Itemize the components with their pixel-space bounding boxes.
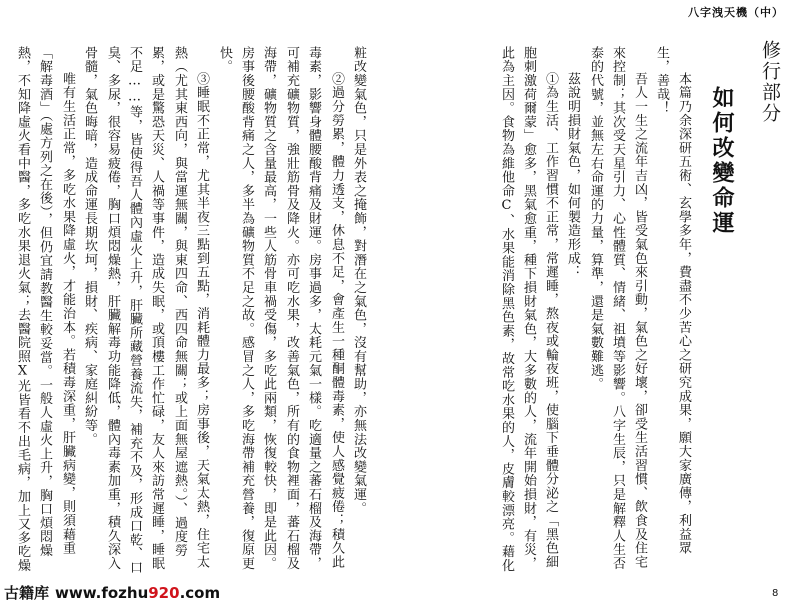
text-column: 來控制；其次受天星引力、心性體質、情緒、祖墳等影響。八字生辰，只是解釋人生否 [610,46,625,571]
text-column: 粧改變氣色，只是外表之掩飾，對潛在之氣色，沒有幫助，亦無法改變氣運。 [351,46,366,516]
text-column: 茲說明損財氣色，如何製造形成： [565,72,580,279]
text-column: ③睡眠不正常，尤其半夜三點到五點，消耗體力最多；房事後，天氣太熱，住宅太 [194,72,209,569]
text-column: 此為主因。食物為維他命C、水果能消除黑色素，故常吃水果的人，皮膚較漂亮。藉化 [499,46,514,573]
text-column: 骨髓，氣色晦暗，造成命運長期坎坷，損財、疾病、家庭糾紛等。 [82,46,97,447]
chapter-title: 如何改變命運 [709,86,735,236]
text-column: 「解毒酒」（處方列之在後），但仍宜請教醫生較妥當。一般人虛火上升，胸口煩悶燥 [37,46,52,558]
text-column: ①為生活、工作習慣不正常，常遲睡，熬夜或輪夜班，使腦下垂體分泌之「黑色細 [543,72,558,569]
watermark-url-prefix: www.fozhu [55,584,149,602]
text-column: 海帶，礦物質之含量最高，一些人筋骨車禍受傷，多吃此兩類，恢復較快，即是此因。 [261,46,276,571]
text-column: 本篇乃余深研五術、玄學多年，費盡不少苦心之研究成果，願大家廣傳，利益眾 [676,72,691,555]
text-column: 可補充礦物質，強壯筋骨及降火。亦可吃水果，改善氣色，所有的食物裡面，蕃石榴及 [284,46,299,571]
text-column: 臭、多尿，很容易疲倦，胸口煩悶燥熱，肝臟解毒功能降低，體內毒素加重，積久深入 [105,46,120,571]
text-column: ②過分勞累，體力透支，休息不足，會產生一種酮體毒素，使人感覺疲倦；積久此 [329,72,344,569]
text-column: 累，或是驚恐天災、人禍等事件，造成失眠，或頂樓工作忙碌，友人來訪常遲睡，睡眠 [149,46,164,571]
text-column: 泰的代號，並無左右命運的力量，算準，還是氣數難逃。 [588,46,603,391]
text-column: 毒素，影響身體腰酸背痛及財運。房事過多，太耗元氣一樣。吃適量之蕃石榴及海帶， [306,46,321,571]
page-number: 8 [772,588,779,599]
watermark-url [55,584,220,602]
text-column: 熱（尤其東西向，與當運無關，與東四命、西四命無關；或上面無屋遮熱。）、過度勞 [172,46,187,558]
text-column: 房事後腰酸背痛之人，多半為礦物質不足之故。感冒之人，多吃海帶補充營養，復原更 [239,46,254,571]
text-column: 胞刺激荷爾蒙」愈多，黑氣愈重，種下損財氣色，大多數的人，流年開始損財，有災， [521,46,536,571]
section-label: 修行部分 [759,40,781,124]
text-column: 熱，不知降虛火看中醫，多吃水果退火氣；去醫院照X光皆看不出毛病，加上又多吃燥 [15,46,30,573]
text-column: 唯有生活正常，多吃水果降虛火，才能治本。若積毒深重，肝臟病變，則須藉重 [60,72,75,555]
watermark-url-suffix: .com [179,584,221,602]
running-header-book-title: 八字洩天機（中） [688,6,784,19]
watermark-url-number: 920 [148,584,180,602]
text-column: 吾人一生之流年吉凶，皆受氣色來引動，氣色之好壞，卻受生活習慣、飲食及住宅 [632,72,647,569]
text-column: 生，善哉！ [654,46,669,115]
text-column: 不足……等，皆使得吾人體內虛火上升，肝臟所藏營養流失，補充不及，形成口乾、口 [127,46,142,575]
watermark [4,582,220,602]
text-column: 快。 [217,46,232,74]
watermark-site-name: 古籍库 [4,584,50,602]
